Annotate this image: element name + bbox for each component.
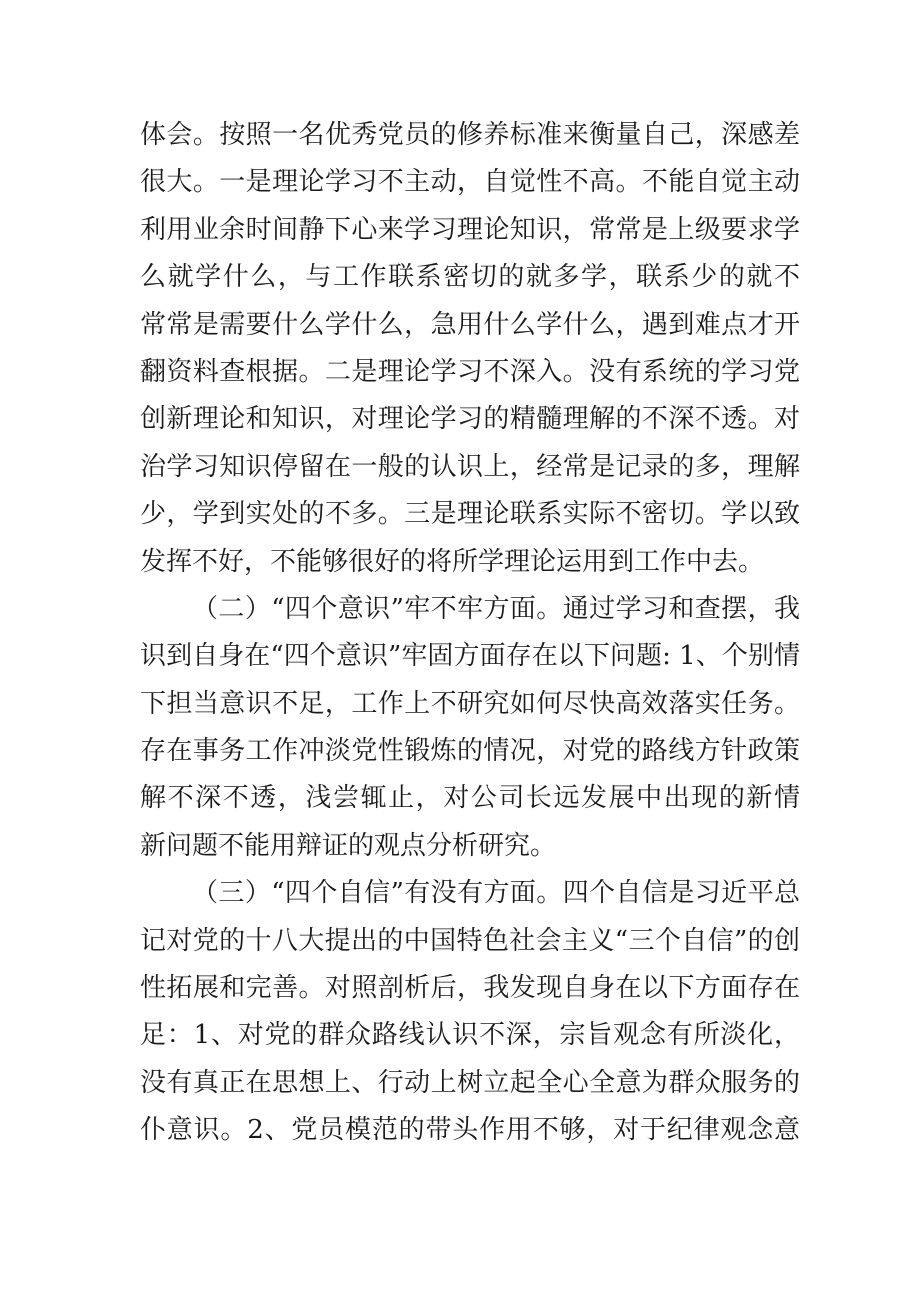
text-line: 利用业余时间静下心来学习理论知识，常常是上级要求学 bbox=[140, 214, 800, 245]
text-line: 性拓展和完善。对照剖析后，我发现自身在以下方面存在 bbox=[140, 973, 800, 1004]
text-line: 常常是需要什么学什么，急用什么学什么，遇到难点才开 bbox=[140, 309, 800, 340]
paragraph-2 bbox=[140, 586, 800, 870]
text-line: 没有真正在思想上、行动上树立起全心全意为群众服务的 bbox=[140, 1067, 800, 1098]
text-line: 发挥不好，不能够很好的将所学理论运用到工作中去。 bbox=[140, 546, 765, 577]
text-line: 记对党的十八大提出的中国特色社会主义“三个自信”的创 bbox=[140, 925, 800, 956]
text-line: 存在事务工作冲淡党性锻炼的情况，对党的路线方针政策 bbox=[140, 736, 800, 767]
text-line: 创新理论和知识，对理论学习的精髓理解的不深不透。对 bbox=[140, 404, 800, 435]
text-line: （三）“四个自信”有没有方面。四个自信是习近平总 bbox=[192, 878, 800, 909]
paragraph-1 bbox=[140, 112, 800, 586]
text-line: 仆意识。2、党员模范的带头作用不够，对于纪律观念意 bbox=[140, 1115, 800, 1146]
text-line: 么就学什么，与工作联系密切的就多学，联系少的就不 bbox=[140, 262, 800, 293]
text-line: 足：1、对党的群众路线认识不深，宗旨观念有所淡化， bbox=[140, 1020, 800, 1051]
text-line: 解不深不透，浅尝辄止，对公司长远发展中出现的新情 bbox=[140, 783, 800, 814]
text-line: 体会。按照一名优秀党员的修养标准来衡量自己，深感差 bbox=[140, 120, 800, 150]
document-body bbox=[140, 112, 800, 1155]
text-line: 新问题不能用辩证的观点分析研究。 bbox=[140, 830, 557, 861]
text-line: 少，学到实处的不多。三是理论联系实际不密切。学以致 bbox=[140, 499, 800, 530]
paragraph-3 bbox=[140, 870, 800, 1154]
text-line: （二）“四个意识”牢不牢方面。通过学习和查摆，我 bbox=[192, 593, 800, 624]
text-line: 治学习知识停留在一般的认识上，经常是记录的多，理解 bbox=[140, 451, 800, 482]
text-line: 识到自身在“四个意识”牢固方面存在以下问题: 1、个别情 bbox=[140, 641, 800, 672]
text-line: 下担当意识不足，工作上不研究如何尽快高效落实任务。 bbox=[140, 688, 800, 719]
text-line: 翻资料查根据。二是理论学习不深入。没有系统的学习党 bbox=[140, 356, 800, 387]
text-line: 很大。一是理论学习不主动，自觉性不高。不能自觉主动 bbox=[140, 167, 800, 198]
